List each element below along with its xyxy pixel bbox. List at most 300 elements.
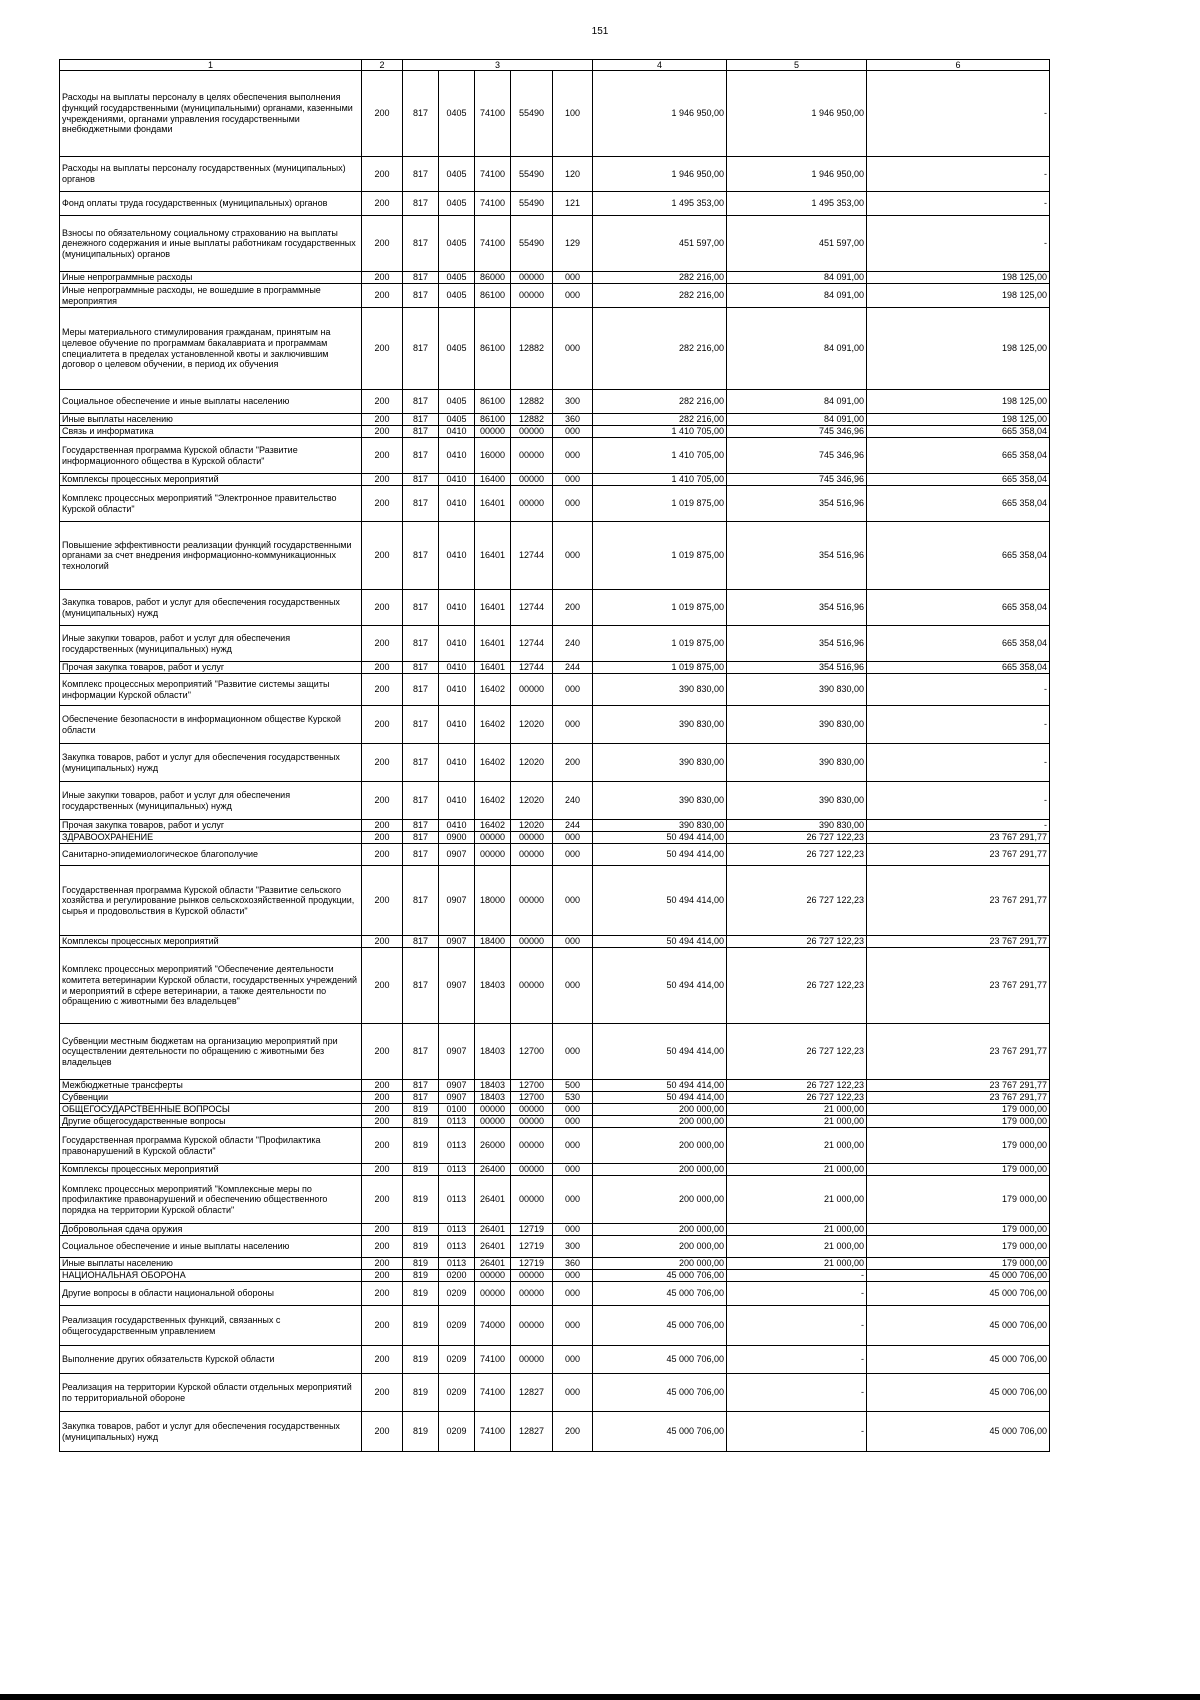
code-col2: 200: [362, 390, 403, 414]
table-row: [60, 486, 1050, 522]
code-admin: 817: [403, 1024, 439, 1080]
amount-col5: 21 000,00: [727, 1224, 867, 1236]
row-name: Расходы на выплаты персоналу государственных (муниципальных) органов: [60, 157, 362, 192]
amount-col5: 21 000,00: [727, 1116, 867, 1128]
row-name: Комплексы процессных мероприятий: [60, 936, 362, 948]
row-name: Меры материального стимулирования гражданам, принятым на целевое обучение по программам бакалавриата и программам специалитета в пределах установленной квоты и заключившим договор о целевом обучении, в период их обучения: [60, 308, 362, 390]
code-direction: 00000: [511, 486, 553, 522]
table-row: [60, 1080, 1050, 1092]
page-number: 151: [591, 26, 609, 37]
code-section: 0410: [439, 590, 475, 626]
code-section: 0907: [439, 936, 475, 948]
code-direction: 12744: [511, 590, 553, 626]
table-row: [60, 1374, 1050, 1412]
code-col2: 200: [362, 1282, 403, 1306]
code-program: 16401: [475, 626, 511, 662]
code-direction: 12744: [511, 522, 553, 590]
code-admin: 817: [403, 414, 439, 426]
code-program: 86100: [475, 284, 511, 308]
table-row: [60, 284, 1050, 308]
amount-col5: 26 727 122,23: [727, 844, 867, 866]
code-admin: 817: [403, 782, 439, 820]
row-name: Комплексы процессных мероприятий: [60, 1164, 362, 1176]
code-section: 0410: [439, 744, 475, 782]
code-admin: 819: [403, 1306, 439, 1346]
amount-col5: 354 516,96: [727, 626, 867, 662]
code-col2: 200: [362, 832, 403, 844]
code-section: 0113: [439, 1176, 475, 1224]
code-expense-type: 000: [553, 674, 593, 706]
amount-col6: 179 000,00: [867, 1116, 1050, 1128]
code-program: 16402: [475, 782, 511, 820]
code-col2: 200: [362, 414, 403, 426]
code-admin: 817: [403, 474, 439, 486]
code-section: 0410: [439, 674, 475, 706]
code-col2: 200: [362, 662, 403, 674]
table-row: [60, 1224, 1050, 1236]
code-admin: 817: [403, 866, 439, 936]
code-admin: 817: [403, 744, 439, 782]
amount-col4: 200 000,00: [593, 1164, 727, 1176]
code-col2: 200: [362, 844, 403, 866]
amount-col6: 665 358,04: [867, 486, 1050, 522]
code-program: 86100: [475, 390, 511, 414]
amount-col5: 390 830,00: [727, 744, 867, 782]
amount-col4: 1 495 353,00: [593, 192, 727, 216]
row-name: Реализация государственных функций, связанных с общегосударственным управлением: [60, 1306, 362, 1346]
row-name: ОБЩЕГОСУДАРСТВЕННЫЕ ВОПРОСЫ: [60, 1104, 362, 1116]
header-col-6: 6: [867, 60, 1050, 71]
code-section: 0209: [439, 1374, 475, 1412]
row-name: Государственная программа Курской области "Развитие сельского хозяйства и регулирование рынков сельскохозяйственной продукции, сырья и продовольствия в Курской области": [60, 866, 362, 936]
amount-col4: 1 019 875,00: [593, 662, 727, 674]
code-program: 74100: [475, 1346, 511, 1374]
code-program: 00000: [475, 832, 511, 844]
code-expense-type: 000: [553, 1128, 593, 1164]
amount-col5: -: [727, 1412, 867, 1452]
amount-col6: 23 767 291,77: [867, 948, 1050, 1024]
row-name: Государственная программа Курской области "Развитие информационного общества в Курской области": [60, 438, 362, 474]
amount-col4: 282 216,00: [593, 284, 727, 308]
amount-col6: 179 000,00: [867, 1258, 1050, 1270]
row-name: Расходы на выплаты персоналу в целях обеспечения выполнения функций государственными (муниципальными) органами, казенными учреждениями, органами управления государственными внебюджетными фондами: [60, 71, 362, 157]
amount-col4: 45 000 706,00: [593, 1412, 727, 1452]
code-admin: 817: [403, 426, 439, 438]
table-row: [60, 426, 1050, 438]
amount-col6: 45 000 706,00: [867, 1282, 1050, 1306]
amount-col5: 21 000,00: [727, 1236, 867, 1258]
code-direction: 00000: [511, 1104, 553, 1116]
amount-col4: 1 019 875,00: [593, 626, 727, 662]
code-program: 74100: [475, 216, 511, 272]
code-program: 26401: [475, 1258, 511, 1270]
amount-col5: 390 830,00: [727, 820, 867, 832]
amount-col5: 1 495 353,00: [727, 192, 867, 216]
code-direction: 12020: [511, 744, 553, 782]
code-expense-type: 121: [553, 192, 593, 216]
code-direction: 00000: [511, 1116, 553, 1128]
code-admin: 819: [403, 1346, 439, 1374]
row-name: Закупка товаров, работ и услуг для обеспечения государственных (муниципальных) нужд: [60, 744, 362, 782]
row-name: Межбюджетные трансферты: [60, 1080, 362, 1092]
amount-col5: 354 516,96: [727, 662, 867, 674]
code-expense-type: 000: [553, 474, 593, 486]
code-section: 0410: [439, 662, 475, 674]
code-expense-type: 000: [553, 866, 593, 936]
code-program: 74100: [475, 1374, 511, 1412]
code-program: 74100: [475, 192, 511, 216]
code-admin: 817: [403, 272, 439, 284]
amount-col5: 21 000,00: [727, 1258, 867, 1270]
code-col2: 200: [362, 1164, 403, 1176]
amount-col4: 200 000,00: [593, 1104, 727, 1116]
code-direction: 00000: [511, 1164, 553, 1176]
code-col2: 200: [362, 674, 403, 706]
code-expense-type: 100: [553, 71, 593, 157]
amount-col5: 26 727 122,23: [727, 948, 867, 1024]
code-program: 26400: [475, 1164, 511, 1176]
amount-col6: 23 767 291,77: [867, 1080, 1050, 1092]
header-col-2: 2: [362, 60, 403, 71]
amount-col6: -: [867, 782, 1050, 820]
amount-col6: 45 000 706,00: [867, 1270, 1050, 1282]
code-admin: 817: [403, 626, 439, 662]
code-section: 0405: [439, 71, 475, 157]
code-col2: 200: [362, 1258, 403, 1270]
code-program: 74100: [475, 71, 511, 157]
code-col2: 200: [362, 438, 403, 474]
code-section: 0405: [439, 272, 475, 284]
code-admin: 819: [403, 1270, 439, 1282]
amount-col6: 23 767 291,77: [867, 866, 1050, 936]
code-expense-type: 000: [553, 1282, 593, 1306]
header-col-1: 1: [60, 60, 362, 71]
code-section: 0907: [439, 1092, 475, 1104]
code-program: 16401: [475, 522, 511, 590]
row-name: Фонд оплаты труда государственных (муниципальных) органов: [60, 192, 362, 216]
amount-col5: 745 346,96: [727, 426, 867, 438]
code-expense-type: 000: [553, 832, 593, 844]
code-section: 0410: [439, 438, 475, 474]
amount-col6: 665 358,04: [867, 522, 1050, 590]
code-direction: 00000: [511, 936, 553, 948]
code-section: 0410: [439, 820, 475, 832]
table-row: [60, 662, 1050, 674]
amount-col5: 26 727 122,23: [727, 1092, 867, 1104]
amount-col6: 665 358,04: [867, 474, 1050, 486]
amount-col6: 198 125,00: [867, 284, 1050, 308]
amount-col4: 1 019 875,00: [593, 590, 727, 626]
amount-col5: 354 516,96: [727, 590, 867, 626]
code-col2: 200: [362, 192, 403, 216]
amount-col5: 26 727 122,23: [727, 1080, 867, 1092]
amount-col4: 200 000,00: [593, 1128, 727, 1164]
code-admin: 819: [403, 1282, 439, 1306]
code-col2: 200: [362, 1374, 403, 1412]
row-name: Комплекс процессных мероприятий "Развитие системы защиты информации Курской области": [60, 674, 362, 706]
row-name: Прочая закупка товаров, работ и услуг: [60, 820, 362, 832]
code-program: 26401: [475, 1176, 511, 1224]
amount-col6: 45 000 706,00: [867, 1306, 1050, 1346]
code-admin: 817: [403, 674, 439, 706]
code-col2: 200: [362, 1116, 403, 1128]
code-expense-type: 000: [553, 1270, 593, 1282]
amount-col5: 745 346,96: [727, 474, 867, 486]
row-name: Социальное обеспечение и иные выплаты населению: [60, 1236, 362, 1258]
row-name: Иные закупки товаров, работ и услуг для обеспечения государственных (муниципальных) нужд: [60, 782, 362, 820]
code-section: 0405: [439, 308, 475, 390]
table-row: [60, 1412, 1050, 1452]
row-name: Социальное обеспечение и иные выплаты населению: [60, 390, 362, 414]
code-direction: 00000: [511, 832, 553, 844]
code-col2: 200: [362, 936, 403, 948]
code-program: 74100: [475, 1412, 511, 1452]
code-section: 0907: [439, 1024, 475, 1080]
code-section: 0100: [439, 1104, 475, 1116]
budget-table: [59, 59, 1050, 1452]
code-direction: 12020: [511, 820, 553, 832]
code-col2: 200: [362, 522, 403, 590]
code-admin: 817: [403, 936, 439, 948]
header-col-3: 3: [403, 60, 593, 71]
header-col-4: 4: [593, 60, 727, 71]
code-section: 0405: [439, 216, 475, 272]
amount-col4: 45 000 706,00: [593, 1374, 727, 1412]
code-admin: 817: [403, 486, 439, 522]
code-direction: 00000: [511, 1270, 553, 1282]
code-direction: 12827: [511, 1412, 553, 1452]
code-program: 26000: [475, 1128, 511, 1164]
code-direction: 55490: [511, 192, 553, 216]
table-row: [60, 1236, 1050, 1258]
code-expense-type: 500: [553, 1080, 593, 1092]
code-direction: 00000: [511, 474, 553, 486]
code-admin: 819: [403, 1116, 439, 1128]
amount-col4: 50 494 414,00: [593, 844, 727, 866]
amount-col6: 23 767 291,77: [867, 1092, 1050, 1104]
code-direction: 12882: [511, 414, 553, 426]
code-expense-type: 000: [553, 1116, 593, 1128]
code-expense-type: 000: [553, 1346, 593, 1374]
code-section: 0410: [439, 706, 475, 744]
code-admin: 819: [403, 1224, 439, 1236]
amount-col4: 282 216,00: [593, 308, 727, 390]
table-row: [60, 522, 1050, 590]
amount-col6: 665 358,04: [867, 426, 1050, 438]
amount-col4: 282 216,00: [593, 272, 727, 284]
amount-col4: 390 830,00: [593, 744, 727, 782]
code-admin: 819: [403, 1104, 439, 1116]
table-row: [60, 272, 1050, 284]
row-name: НАЦИОНАЛЬНАЯ ОБОРОНА: [60, 1270, 362, 1282]
amount-col5: 745 346,96: [727, 438, 867, 474]
amount-col5: 26 727 122,23: [727, 1024, 867, 1080]
amount-col6: -: [867, 820, 1050, 832]
amount-col6: 179 000,00: [867, 1164, 1050, 1176]
amount-col4: 50 494 414,00: [593, 948, 727, 1024]
code-program: 18403: [475, 1080, 511, 1092]
amount-col5: 84 091,00: [727, 272, 867, 284]
code-direction: 00000: [511, 1282, 553, 1306]
code-expense-type: 000: [553, 936, 593, 948]
code-direction: 00000: [511, 674, 553, 706]
amount-col4: 390 830,00: [593, 674, 727, 706]
table-row: [60, 308, 1050, 390]
code-col2: 200: [362, 706, 403, 744]
amount-col6: 45 000 706,00: [867, 1374, 1050, 1412]
table-row: [60, 1116, 1050, 1128]
code-direction: 00000: [511, 1176, 553, 1224]
code-direction: 12719: [511, 1258, 553, 1270]
code-expense-type: 300: [553, 390, 593, 414]
code-program: 00000: [475, 426, 511, 438]
code-expense-type: 000: [553, 284, 593, 308]
code-expense-type: 360: [553, 414, 593, 426]
code-col2: 200: [362, 1104, 403, 1116]
amount-col5: 21 000,00: [727, 1128, 867, 1164]
code-direction: 12744: [511, 662, 553, 674]
amount-col4: 1 410 705,00: [593, 474, 727, 486]
code-section: 0209: [439, 1346, 475, 1374]
amount-col6: 179 000,00: [867, 1236, 1050, 1258]
amount-col4: 50 494 414,00: [593, 1080, 727, 1092]
code-direction: 12719: [511, 1224, 553, 1236]
table-row: [60, 216, 1050, 272]
amount-col4: 282 216,00: [593, 414, 727, 426]
row-name: ЗДРАВООХРАНЕНИЕ: [60, 832, 362, 844]
table-row: [60, 414, 1050, 426]
code-col2: 200: [362, 866, 403, 936]
amount-col5: 390 830,00: [727, 782, 867, 820]
row-name: Иные непрограммные расходы: [60, 272, 362, 284]
code-expense-type: 000: [553, 706, 593, 744]
code-program: 00000: [475, 844, 511, 866]
amount-col6: 665 358,04: [867, 626, 1050, 662]
code-direction: 12700: [511, 1092, 553, 1104]
code-section: 0405: [439, 284, 475, 308]
row-name: Комплекс процессных мероприятий "Обеспечение деятельности комитета ветеринарии Курской области, государственных учреждений и мероприятий в сфере ветеринарии, а также деятельности по обращению с животными без владельцев": [60, 948, 362, 1024]
code-program: 18403: [475, 1024, 511, 1080]
code-admin: 817: [403, 590, 439, 626]
code-col2: 200: [362, 474, 403, 486]
row-name: Обеспечение безопасности в информационном обществе Курской области: [60, 706, 362, 744]
code-expense-type: 000: [553, 1104, 593, 1116]
code-direction: 00000: [511, 948, 553, 1024]
code-col2: 200: [362, 1024, 403, 1080]
code-col2: 200: [362, 1306, 403, 1346]
row-name: Реализация на территории Курской области отдельных мероприятий по территориальной обороне: [60, 1374, 362, 1412]
amount-col4: 451 597,00: [593, 216, 727, 272]
code-admin: 817: [403, 192, 439, 216]
code-section: 0405: [439, 414, 475, 426]
row-name: Выполнение других обязательств Курской области: [60, 1346, 362, 1374]
table-row: [60, 626, 1050, 662]
table-row: [60, 1176, 1050, 1224]
amount-col5: -: [727, 1270, 867, 1282]
code-program: 16402: [475, 706, 511, 744]
code-col2: 200: [362, 744, 403, 782]
code-direction: 00000: [511, 438, 553, 474]
table-row: [60, 1024, 1050, 1080]
table-row: [60, 192, 1050, 216]
code-col2: 200: [362, 157, 403, 192]
code-direction: 12700: [511, 1080, 553, 1092]
amount-col5: 21 000,00: [727, 1164, 867, 1176]
code-expense-type: 530: [553, 1092, 593, 1104]
table-row: [60, 71, 1050, 157]
amount-col5: 354 516,96: [727, 486, 867, 522]
code-expense-type: 300: [553, 1236, 593, 1258]
row-name: Добровольная сдача оружия: [60, 1224, 362, 1236]
table-row: [60, 832, 1050, 844]
code-expense-type: 129: [553, 216, 593, 272]
table-header-row: [60, 60, 1050, 71]
code-section: 0410: [439, 782, 475, 820]
code-section: 0907: [439, 844, 475, 866]
code-expense-type: 000: [553, 426, 593, 438]
code-col2: 200: [362, 1092, 403, 1104]
code-direction: 00000: [511, 866, 553, 936]
table-row: [60, 438, 1050, 474]
code-section: 0410: [439, 522, 475, 590]
table-body: [60, 71, 1050, 1452]
row-name: Закупка товаров, работ и услуг для обеспечения государственных (муниципальных) нужд: [60, 1412, 362, 1452]
code-program: 00000: [475, 1116, 511, 1128]
row-name: Субвенции: [60, 1092, 362, 1104]
code-program: 16402: [475, 744, 511, 782]
code-direction: 12882: [511, 308, 553, 390]
code-program: 00000: [475, 1282, 511, 1306]
amount-col6: -: [867, 674, 1050, 706]
amount-col6: 665 358,04: [867, 590, 1050, 626]
code-admin: 817: [403, 71, 439, 157]
code-expense-type: 244: [553, 662, 593, 674]
code-program: 16401: [475, 662, 511, 674]
table-row: [60, 1306, 1050, 1346]
code-expense-type: 200: [553, 590, 593, 626]
code-admin: 817: [403, 706, 439, 744]
code-expense-type: 000: [553, 1164, 593, 1176]
code-section: 0209: [439, 1306, 475, 1346]
amount-col4: 45 000 706,00: [593, 1282, 727, 1306]
code-expense-type: 000: [553, 486, 593, 522]
code-program: 86100: [475, 414, 511, 426]
row-name: Государственная программа Курской области "Профилактика правонарушений в Курской области": [60, 1128, 362, 1164]
code-direction: 00000: [511, 426, 553, 438]
amount-col6: -: [867, 192, 1050, 216]
row-name: Комплекс процессных мероприятий "Комплексные меры по профилактике правонарушений и обеспечению общественного порядка на территории Курской области": [60, 1176, 362, 1224]
table-row: [60, 157, 1050, 192]
table-row: [60, 1258, 1050, 1270]
code-program: 86100: [475, 308, 511, 390]
code-section: 0907: [439, 1080, 475, 1092]
amount-col5: 21 000,00: [727, 1104, 867, 1116]
code-direction: 55490: [511, 157, 553, 192]
table-row: [60, 474, 1050, 486]
amount-col6: 179 000,00: [867, 1128, 1050, 1164]
amount-col4: 1 410 705,00: [593, 426, 727, 438]
code-section: 0405: [439, 192, 475, 216]
amount-col6: -: [867, 706, 1050, 744]
row-name: Закупка товаров, работ и услуг для обеспечения государственных (муниципальных) нужд: [60, 590, 362, 626]
table-row: [60, 706, 1050, 744]
code-col2: 200: [362, 486, 403, 522]
amount-col4: 200 000,00: [593, 1258, 727, 1270]
code-program: 26401: [475, 1236, 511, 1258]
amount-col4: 45 000 706,00: [593, 1306, 727, 1346]
code-expense-type: 000: [553, 308, 593, 390]
code-expense-type: 000: [553, 1024, 593, 1080]
